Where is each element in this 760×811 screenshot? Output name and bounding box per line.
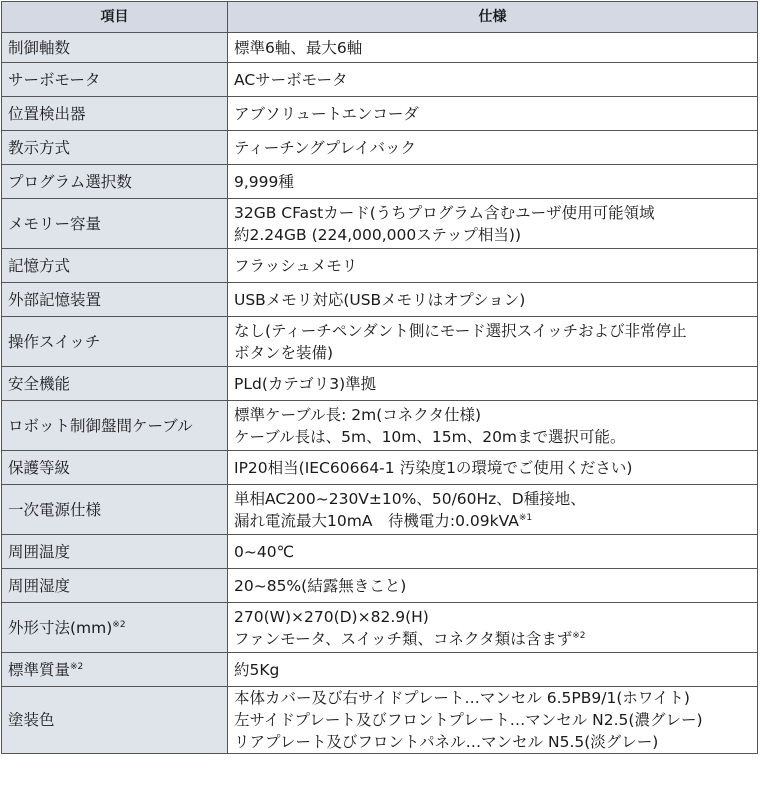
row-label: 外形寸法(mm) (8, 618, 113, 637)
value-line (234, 659, 751, 681)
footnote-mark: ※2 (70, 661, 84, 672)
row-label: プログラム選択数 (8, 172, 132, 191)
row-value-cell (228, 367, 758, 401)
table-row (2, 569, 758, 603)
table-row (2, 317, 758, 367)
value-text: フラッシュメモリ (234, 256, 358, 275)
value-text: USBメモリ対応(USBメモリはオプション) (234, 290, 526, 309)
row-label-cell (2, 131, 228, 165)
row-label: 一次電源仕様 (8, 500, 102, 519)
value-text: リアプレート及びフロントパネル…マンセル N5.5(淡グレー) (234, 733, 659, 751)
value-text: 0~40℃ (234, 542, 294, 561)
value-line (234, 171, 751, 193)
row-label: 保護等級 (8, 458, 71, 477)
table-row (2, 97, 758, 131)
row-value-cell (228, 401, 758, 451)
value-text: アブソリュートエンコーダ (234, 104, 419, 123)
value-line (234, 426, 751, 448)
row-value-cell (228, 653, 758, 687)
header-item: 項目 (2, 2, 228, 33)
table-row (2, 485, 758, 535)
row-label-cell (2, 63, 228, 97)
value-line (234, 202, 751, 224)
table-header-row (2, 2, 758, 33)
value-line (234, 373, 751, 395)
value-line (234, 224, 751, 246)
value-line (234, 488, 751, 510)
row-value-cell (228, 249, 758, 283)
table-row (2, 451, 758, 485)
row-label-cell (2, 283, 228, 317)
table-row (2, 603, 758, 653)
row-label-cell (2, 687, 228, 754)
value-line (234, 457, 751, 479)
row-value-cell (228, 97, 758, 131)
value-text: 約5Kg (234, 660, 280, 679)
value-line (234, 289, 751, 311)
row-label-cell (2, 97, 228, 131)
table-row (2, 249, 758, 283)
row-value-cell (228, 199, 758, 249)
row-label-cell (2, 485, 228, 535)
value-line (234, 103, 751, 125)
row-label: 外部記憶装置 (8, 290, 102, 309)
value-text: 左サイドプレート及びフロントプレート…マンセル N2.5(濃グレー) (234, 711, 703, 729)
row-label: 制御軸数 (8, 38, 71, 57)
row-label-cell (2, 451, 228, 485)
row-label: 標準質量 (8, 660, 71, 679)
table-row (2, 33, 758, 63)
value-text: 270(W)×270(D)×82.9(H) (234, 607, 429, 626)
row-label: メモリー容量 (8, 214, 102, 233)
table-row (2, 535, 758, 569)
row-label: 安全機能 (8, 374, 71, 393)
value-text: 標準6軸、最大6軸 (234, 38, 363, 57)
value-line (234, 342, 751, 364)
footnote-mark: ※2 (572, 630, 586, 641)
spec-table (1, 1, 758, 754)
row-value-cell (228, 569, 758, 603)
table-row (2, 367, 758, 401)
row-label: 操作スイッチ (8, 332, 101, 351)
row-label: 周囲温度 (8, 542, 71, 561)
row-value-cell (228, 63, 758, 97)
value-text: なし(ティーチペンダント側にモード選択スイッチおよび非常停止 (234, 321, 687, 340)
value-text: 9,999種 (234, 172, 294, 191)
value-text: ティーチングプレイバック (234, 138, 416, 157)
row-label: 塗装色 (8, 711, 55, 729)
row-label: 位置検出器 (8, 104, 86, 123)
table-row (2, 165, 758, 199)
value-text: 漏れ電流最大10mA 待機電力:0.09kVA (234, 511, 519, 530)
row-label-cell (2, 401, 228, 451)
value-line (234, 628, 751, 650)
value-line (234, 541, 751, 563)
row-label: 教示方式 (8, 138, 71, 157)
row-label-cell (2, 653, 228, 687)
row-label-cell (2, 535, 228, 569)
value-text: 20~85%(結露無きこと) (234, 576, 407, 595)
value-line (234, 575, 751, 597)
value-text: IP20相当(IEC60664-1 汚染度1の環境でご使用ください) (234, 458, 633, 477)
value-text: 32GB CFastカード(うちプログラム含むユーザ使用可能領域 (234, 203, 655, 222)
value-line (234, 255, 751, 277)
value-line (234, 606, 751, 628)
table-row (2, 401, 758, 451)
row-label-cell (2, 199, 228, 249)
value-text: 単相AC200~230V±10%、50/60Hz、D種接地、 (234, 489, 586, 508)
value-text: ケーブル長は、5m、10m、15m、20mまで選択可能。 (234, 427, 626, 446)
row-label-cell (2, 317, 228, 367)
row-label: 周囲湿度 (8, 576, 71, 595)
row-value-cell (228, 317, 758, 367)
value-line (234, 404, 751, 426)
value-text: 標準ケーブル長: 2m(コネクタ仕様) (234, 405, 481, 424)
row-label-cell (2, 165, 228, 199)
value-text: ボタンを装備) (234, 343, 334, 362)
row-value-cell (228, 283, 758, 317)
row-label-cell (2, 249, 228, 283)
value-line (234, 69, 751, 91)
row-value-cell (228, 687, 758, 754)
row-label: 記憶方式 (8, 256, 71, 275)
row-label: サーボモータ (8, 70, 101, 89)
value-line (234, 37, 751, 59)
row-label-cell (2, 569, 228, 603)
value-line (234, 731, 751, 753)
row-label-cell (2, 367, 228, 401)
row-label: ロボット制御盤間ケーブル (8, 416, 193, 435)
value-line (234, 320, 751, 342)
table-row (2, 131, 758, 165)
header-spec: 仕様 (228, 2, 758, 33)
row-value-cell (228, 535, 758, 569)
value-text: ACサーボモータ (234, 70, 348, 89)
value-line (234, 510, 751, 532)
value-line (234, 687, 751, 709)
table-row (2, 653, 758, 687)
table-row (2, 199, 758, 249)
row-value-cell (228, 165, 758, 199)
table-row (2, 687, 758, 754)
row-value-cell (228, 485, 758, 535)
row-value-cell (228, 131, 758, 165)
value-text: PLd(カテゴリ3)準拠 (234, 374, 377, 393)
row-value-cell (228, 603, 758, 653)
row-label-cell (2, 33, 228, 63)
table-row (2, 283, 758, 317)
value-text: ファンモータ、スイッチ類、コネクタ類は含まず (234, 629, 573, 648)
footnote-mark: ※2 (112, 619, 126, 630)
spec-body (2, 33, 758, 754)
value-text: 本体カバー及び右サイドプレート…マンセル 6.5PB9/1(ホワイト) (234, 689, 690, 707)
row-label-cell (2, 603, 228, 653)
value-line (234, 709, 751, 731)
row-value-cell (228, 451, 758, 485)
value-line (234, 137, 751, 159)
row-value-cell (228, 33, 758, 63)
table-row (2, 63, 758, 97)
footnote-mark: ※1 (518, 512, 533, 523)
value-text: 約2.24GB (224,000,000ステップ相当)) (234, 225, 522, 244)
